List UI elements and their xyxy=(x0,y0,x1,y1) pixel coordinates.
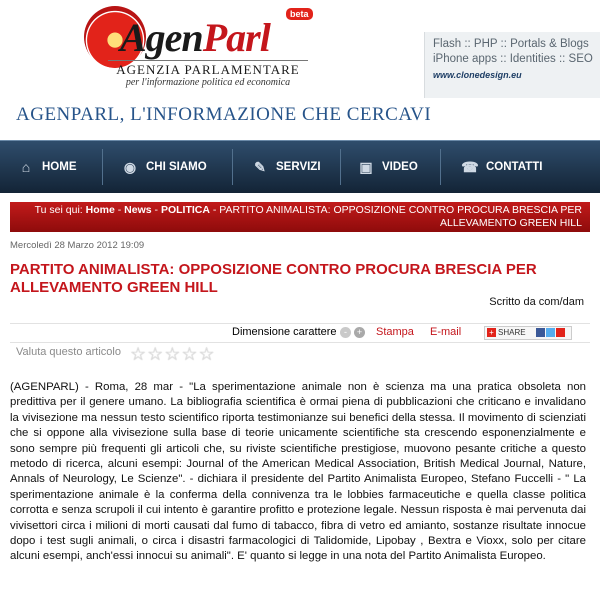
breadcrumb-politica[interactable]: POLITICA xyxy=(160,204,210,216)
nav-divider xyxy=(340,149,341,185)
nav-chi-siamo-label: CHI SIAMO xyxy=(146,161,207,173)
ad-line-1: Flash :: PHP :: Portals & Blogs xyxy=(433,38,589,50)
logo-slogan: per l'informazione politica ed economica xyxy=(125,77,291,88)
home-icon: ⌂ xyxy=(21,159,31,175)
article-body: (AGENPARL) - Roma, 28 mar - "La sperimentazione animale non è scienza ma una pratica obsoleta non predittiva per il genere umano. La bibliografia scientifica è ormai piena di pubblicazioni che criticano e invalidano la vivisezione ma nessun testo scientifico riporta testimonianze sui benefici della stessa. Il movimento di scienziati che si oppone alla vivisezione sulla base di teorie unicamente scientifiche sta crescendo esponenzialmente e sono sempre più frequenti gli articoli che, su riviste scientifiche prestigiose, muovono pesante critiche a questo metodo di ricerca, alcuni esempi: Journal of the American Medical Association, British Medical Journal, Nature, Annals of Neurology, Le Scienze". - dichiara il presidente del Partito Animalista Europeo, Stefano Fuccelli - " La sperimentazione animale è la conferma della connivenza tra le lobbies farmaceutiche e quella classe politica corrotta e senza scrupoli il cui intento è garantire profitto e protezione legale. Nessun risposta è mai pervenuta dai vivisettori circa i milioni di morti causati dal fumo di tabacco, fibra di vetro ed amianto, sostanze risultate innocue dopo i test sugli animali, o circa i disastri farmacologici di Talidomide, Lipobay , Bextra e Vioxx, solo per citare alcuni esempi, anch'essi innocui su animali". E' quanto si legge in una nota del Partito Animalista Europeo. xyxy=(10,381,586,563)
breadcrumb-home[interactable]: Home xyxy=(85,204,115,216)
article-date: Mercoledì 28 Marzo 2012 19:09 xyxy=(10,240,145,251)
beta-badge: beta xyxy=(286,8,313,20)
nav-divider xyxy=(440,149,441,185)
breadcrumb-separator: - xyxy=(117,204,122,216)
nav-video-label: VIDEO xyxy=(382,161,418,173)
font-decrease-button[interactable]: - xyxy=(340,327,351,338)
email-link[interactable]: E-mail xyxy=(430,326,462,338)
nav-servizi-label: SERVIZI xyxy=(276,161,321,173)
nav-home[interactable] xyxy=(16,141,77,193)
nav-video[interactable] xyxy=(356,141,418,193)
font-size-label: Dimensione carattere xyxy=(232,326,337,338)
nav-chi-siamo[interactable] xyxy=(120,141,207,193)
main-navigation xyxy=(0,140,600,193)
site-logo[interactable] xyxy=(80,4,310,96)
info-icon: ◉ xyxy=(123,158,137,175)
logo-subtitle: AGENZIA PARLAMENTARE xyxy=(108,60,308,78)
video-icon: ▣ xyxy=(359,158,373,175)
breadcrumb-separator: - xyxy=(212,204,217,216)
site-tagline: AGENPARL, L'INFORMAZIONE CHE CERCAVI xyxy=(16,104,432,125)
ad-line-2: iPhone apps :: Identities :: SEO xyxy=(433,53,593,65)
breadcrumb-separator: - xyxy=(154,204,159,216)
share-plus-icon: + xyxy=(487,328,496,337)
services-icon: ✎ xyxy=(254,158,266,175)
print-link[interactable]: Stampa xyxy=(376,326,414,338)
nav-divider xyxy=(232,149,233,185)
nav-contatti-label: CONTATTI xyxy=(486,161,543,173)
nav-servizi[interactable] xyxy=(250,141,321,193)
breadcrumb xyxy=(10,202,590,232)
rating-stars[interactable]: ☆☆☆☆☆ xyxy=(130,344,216,364)
breadcrumb-current: PARTITO ANIMALISTA: OPPOSIZIONE CONTRO PROCURA BRESCIA PER ALLEVAMENTO GREEN HILL xyxy=(219,204,582,229)
facebook-icon xyxy=(536,328,545,337)
article-author: Scritto da com/dam xyxy=(489,296,584,308)
font-increase-button[interactable]: + xyxy=(354,327,365,338)
logo-title: AgenParl xyxy=(120,15,270,60)
site-header xyxy=(0,0,600,140)
article-toolbar xyxy=(10,323,590,343)
article-title[interactable]: PARTITO ANIMALISTA: OPPOSIZIONE CONTRO PROCURA BRESCIA PER ALLEVAMENTO GREEN HILL xyxy=(10,261,537,296)
breadcrumb-news[interactable]: News xyxy=(124,204,152,216)
breadcrumb-prefix: Tu sei qui: xyxy=(34,204,83,216)
rating-label: Valuta questo articolo xyxy=(16,346,121,358)
more-share-icon xyxy=(556,328,565,337)
nav-home-label: HOME xyxy=(42,161,77,173)
advertisement-banner[interactable] xyxy=(424,32,600,98)
share-label: SHARE xyxy=(498,328,526,337)
ad-url: www.clonedesign.eu xyxy=(433,70,522,80)
nav-divider xyxy=(102,149,103,185)
twitter-icon xyxy=(546,328,555,337)
nav-contatti[interactable] xyxy=(460,141,542,193)
share-button[interactable] xyxy=(484,326,572,340)
contact-icon: ☎ xyxy=(461,158,479,175)
